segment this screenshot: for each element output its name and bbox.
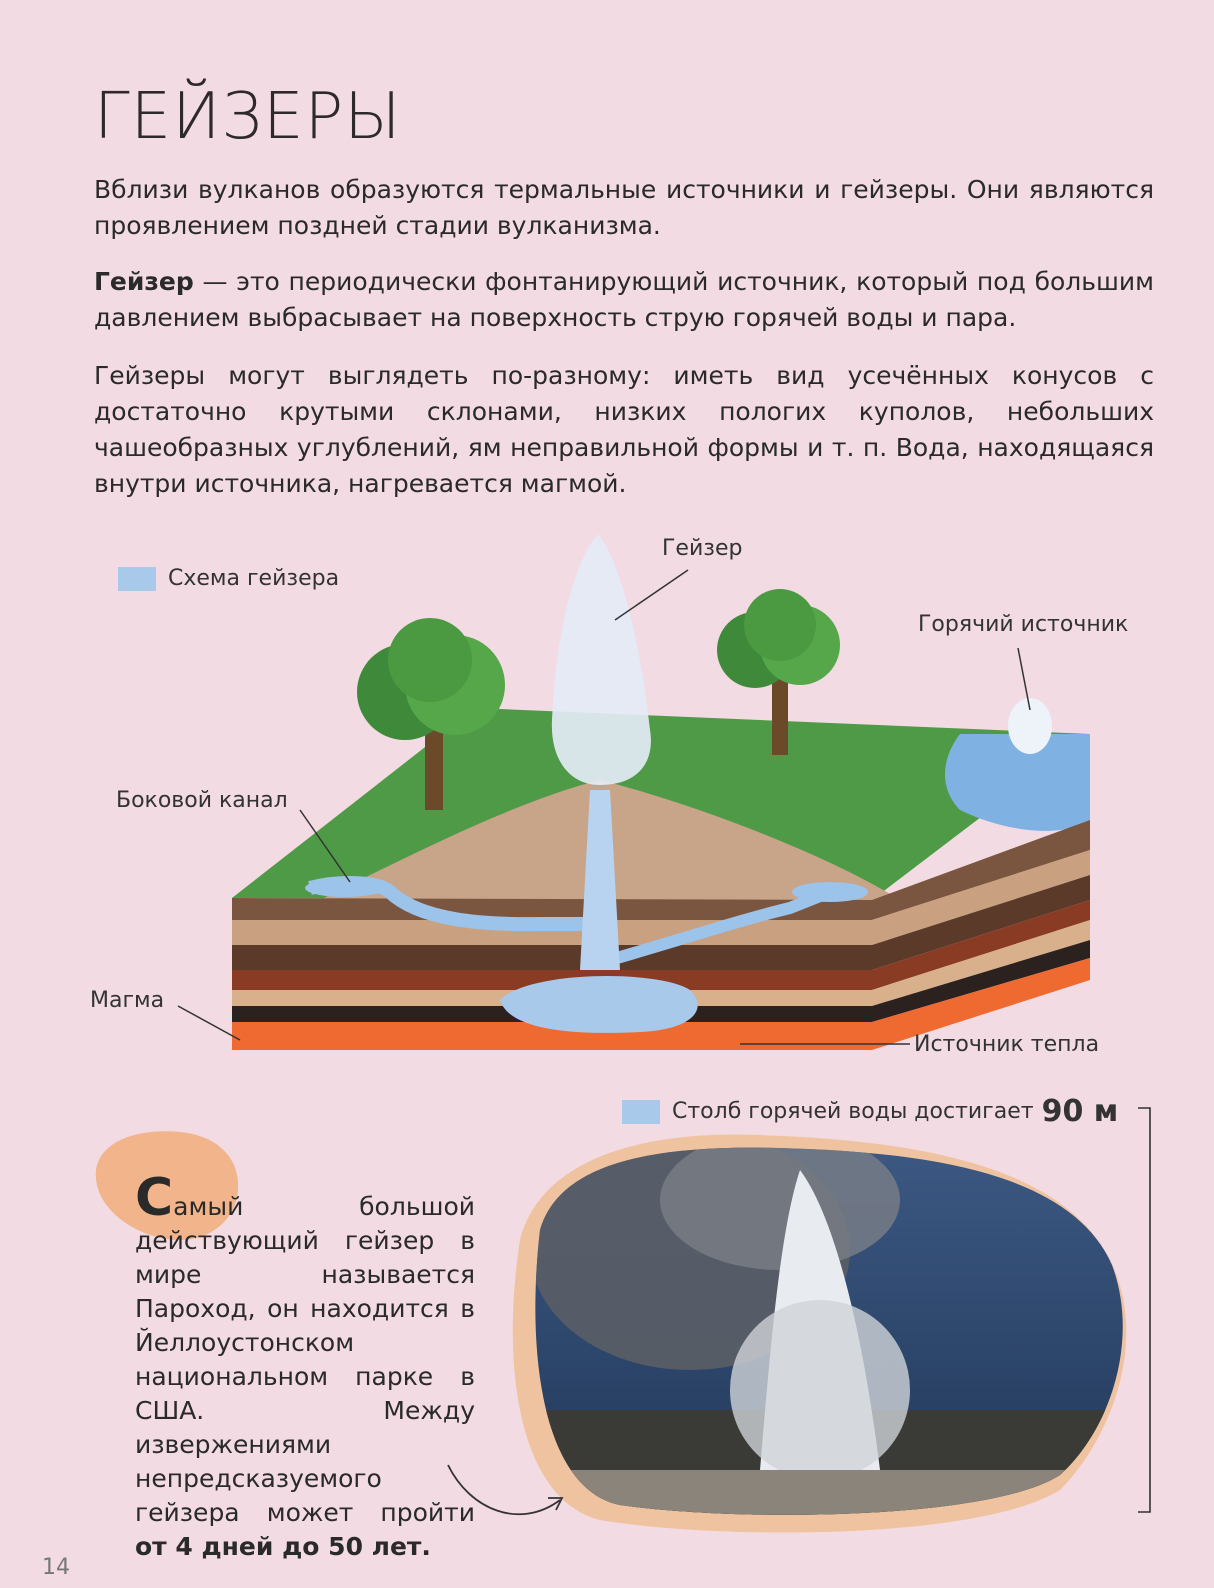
fact-body: амый большой действующий гейзер в мире называется Пароход, он находится в Йеллоустонском национальном парке в США. Между извержениями непредсказуемого гейзера может пройти bbox=[135, 1192, 475, 1527]
geyser-plume bbox=[552, 534, 651, 785]
intro-paragraph: Вблизи вулканов образуются термальные источники и гейзеры. Они являются проявлением поздней стадии вулканизма. bbox=[94, 175, 1154, 240]
fact-text bbox=[135, 1168, 475, 1564]
height-bracket bbox=[1138, 1108, 1150, 1512]
fact-emphasis: от 4 дней до 50 лет. bbox=[135, 1532, 431, 1561]
label-side-channel: Боковой канал bbox=[116, 788, 288, 813]
photo-legend-label: Столб горячей воды достигает bbox=[672, 1099, 1034, 1124]
page-number: 14 bbox=[42, 1555, 70, 1580]
definition-text: — это периодически фонтанирующий источник, который под большим давлением выбрасывает на поверхность струю горячей воды и пара. bbox=[94, 267, 1154, 332]
description-paragraph: Гейзеры могут выглядеть по-разному: иметь вид усечённых конусов с достаточно крутыми склонами, низких пологих куполов, небольших чашеобразных углублений, ям неправильной формы и т. п. Вода, находящаяся внутри источника, нагревается магмой. bbox=[94, 361, 1154, 498]
label-geyser: Гейзер bbox=[662, 536, 743, 561]
fact-dropcap: С bbox=[135, 1168, 174, 1228]
label-magma: Магма bbox=[90, 988, 165, 1013]
definition-paragraph bbox=[94, 264, 1154, 336]
pointer-magma bbox=[178, 1006, 240, 1040]
label-hot-spring: Горячий источник bbox=[918, 612, 1129, 637]
label-heat-source: Источник тепла bbox=[914, 1032, 1100, 1057]
photo-height: 90 м bbox=[1041, 1094, 1119, 1129]
side-channel-pool bbox=[305, 879, 385, 897]
definition-term: Гейзер bbox=[94, 267, 194, 296]
right-channel-pool bbox=[792, 882, 868, 902]
diagram-legend-label: Схема гейзера bbox=[168, 566, 340, 591]
pointer-geyser bbox=[615, 570, 688, 620]
page-title: ГЕЙЗЕРЫ bbox=[94, 80, 402, 154]
